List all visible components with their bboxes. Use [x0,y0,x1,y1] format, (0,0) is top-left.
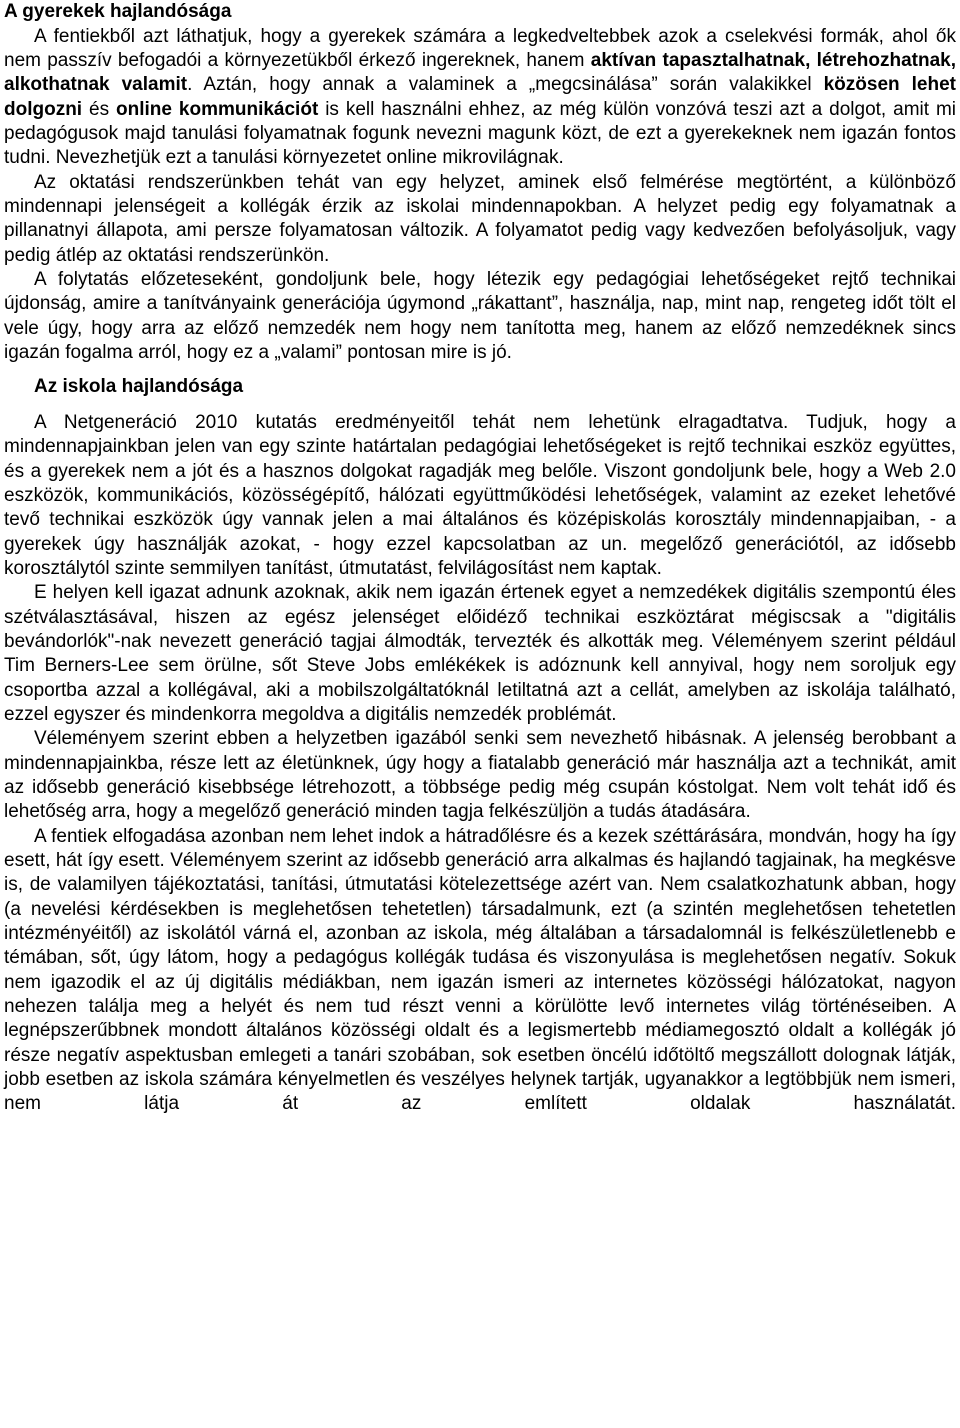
bold-phrase-online-communication: online kommunikációt [116,98,319,120]
paragraph-education-situation: Az oktatási rendszerünkben tehát van egy helyzet, aminek első felmérése megtörtént, a különböző mindennapi jelenségeit a kollégák érzik az iskolai mindennapokban. A helyzet pedig egy folyamatnak a pillanatnyi állapota, ami persze folyamatosan változik. A folyamatot pedig vagy kedvezően befolyásoljuk, vagy pedig átlép az oktatási rendszerünkön. [4,171,956,266]
paragraph-text: is kell használni ehhez, az még külön vonzóvá teszi azt a dolgot, amit mi pedagógusok majd tanulási folyamatnak fogunk nevezni magunk közt, de ezt a gyerekeknek nem igazán fontos tudni. Nevezhetjük ezt a tanulási környezetet online mikrovilágnak. [4,98,956,169]
paragraph-older-generation-duty: A fentiek elfogadása azonban nem lehet indok a hátradőlésre és a kezek széttárására, mondván, hogy ha így esett, hát így esett. Véleményem szerint az idősebb generáció arra alkalmas és hajlandó tagjainak, ha megkésve is, de valamilyen tájékoztatási, tanítási, útmutatási kötelezettsége azért van. Nem csalatkozhatunk abban, hogy (a nevelési kérdésekben is meglehetősen tehetetlen) társadalmunk, ezt (a szintén meglehetősen tehetetlen intézményéitől) az iskolától várná el, azonban az iskola, még általában a társadalomnál is felkészületlenebb e témában, sőt, úgy látom, hogy a pedagógus kollégák tudása és viszonyulása is meglehetősen negatív. Sokuk nem igazodik el az új digitális médiákban, nem igazán ismeri az internetes közösségi hálózatokat, nagyon nehezen találja meg a helyét és nem tud részt venni a körülötte levő internetes világ történéseiben. A legnépszerűbbnek mondott általános közösségi oldalt és a legismertebb médiamegosztó oldalt a kollégák jó része negatív aspektusban emlegeti a tanári szobában, sok esetben öncélú időtöltő megszállott dolognak látják, jobb esetben az iskola számára kényelmetlen és veszélyes helynek tartják, ugyanakkor a legtöbbjük nem ismeri, nem látja át az említett oldalak használatát. [4,825,956,1115]
paragraph-nobody-to-blame: Véleményem szerint ebben a helyzetben igazából senki sem nevezhető hibásnak. A jelenség berobbant a mindennapjainkba, része lett az életünknek, úgy hogy a fiatalabb generáció már használja azt a technikát, amit az idősebb generáció kisebbsége létrehozott, a többsége pedig még csupán kóstolgat. Nem volt tehát idő és lehetőség arra, hogy a megelőző generáció minden tagja felkészüljön a tudás átadására. [4,728,956,823]
paragraph-text: A fentiekből azt láthatjuk, hogy a gyerekek számára a legkedveltebbek azok a cselekvési formák, ahol ők nem passzív befogadói a környezetükből érkező ingereknek, hanem [4,25,956,71]
bold-phrase-active-creation: aktívan tapasztalhatnak, létrehozhatnak, alkothatnak valamit [4,49,956,96]
section-heading-children: A gyerekek hajlandósága [4,1,232,22]
paragraph-technical-novelty: A folytatás előzeteseként, gondoljunk bele, hogy létezik egy pedagógiai lehetőségeket rejtő technikai újdonság, amire a tanítványaink generációja úgymond „rákattant”, használja, nap, mint nap, rengeteg időt tölt el vele úgy, hogy arra az előző nemzedék nem hogy nem tanította meg, hanem az előző nemzedéknek sincs igazán fogalma arról, hogy ez a „valami” pontosan mire is jó. [4,268,956,363]
section-heading-school: Az iskola hajlandósága [34,376,244,398]
paragraph-text: és [82,98,117,120]
paragraph-digital-generations: E helyen kell igazat adnunk azoknak, akik nem igazán értenek egyet a nemzedékek digitális szempontú éles szétválasztásával, hiszen az egész jelenséget előidéző technikai eszköztárat mégiscsak a "digitális bevándorlók"-nak nevezett generáció tagjai álmodták, tervezték és alkották meg. Véleményem szerint például Tim Berners-Lee sem örülne, sőt Steve Jobs emlékékek is adóznunk kell annyival, hogy nem soroljuk egy csoportba azzal a kollégával, aki a mobilszolgáltatóknál letiltatná azt a cellát, amelyben az iskolája található, ezzel egyszer és mindenkorra megoldva a digitális nemzedék problémát. [4,582,956,725]
bold-phrase-collaboration: közösen lehet dolgozni [4,74,956,120]
paragraph-children-activity [4,25,956,171]
paragraph-text: . Aztán, hogy annak a valaminek a „megcsinálása” során valakikkel [187,74,824,96]
paragraph-netgeneration-research: A Netgeneráció 2010 kutatás eredményeitől tehát nem lehetünk elragadtatva. Tudjuk, hogy a mindennapjainkban jelen van egy szinte határtalan pedagógiai lehetőségeket is rejtő technikai eszköz együttes, és a gyerekek nem a jót és a hasznos dolgokat ragadják meg belőle. Viszont gondoljunk bele, hogy a Web 2.0 eszközök, kommunikációs, közösségépítő, hálózati együttműködési lehetőségek, valamint az ezeket lehetővé tevő technikai eszközök úgy vannak jelen a mai általános és középiskolás korosztály mindennapjaiban, - a gyerekek úgy használják azokat, - hogy ezzel kapcsolatban az un. megelőző generációtól, az idősebb korosztálytól szinte semmilyen tanítást, útmutatást, felvilágosítást nem kaptak. [4,411,956,579]
